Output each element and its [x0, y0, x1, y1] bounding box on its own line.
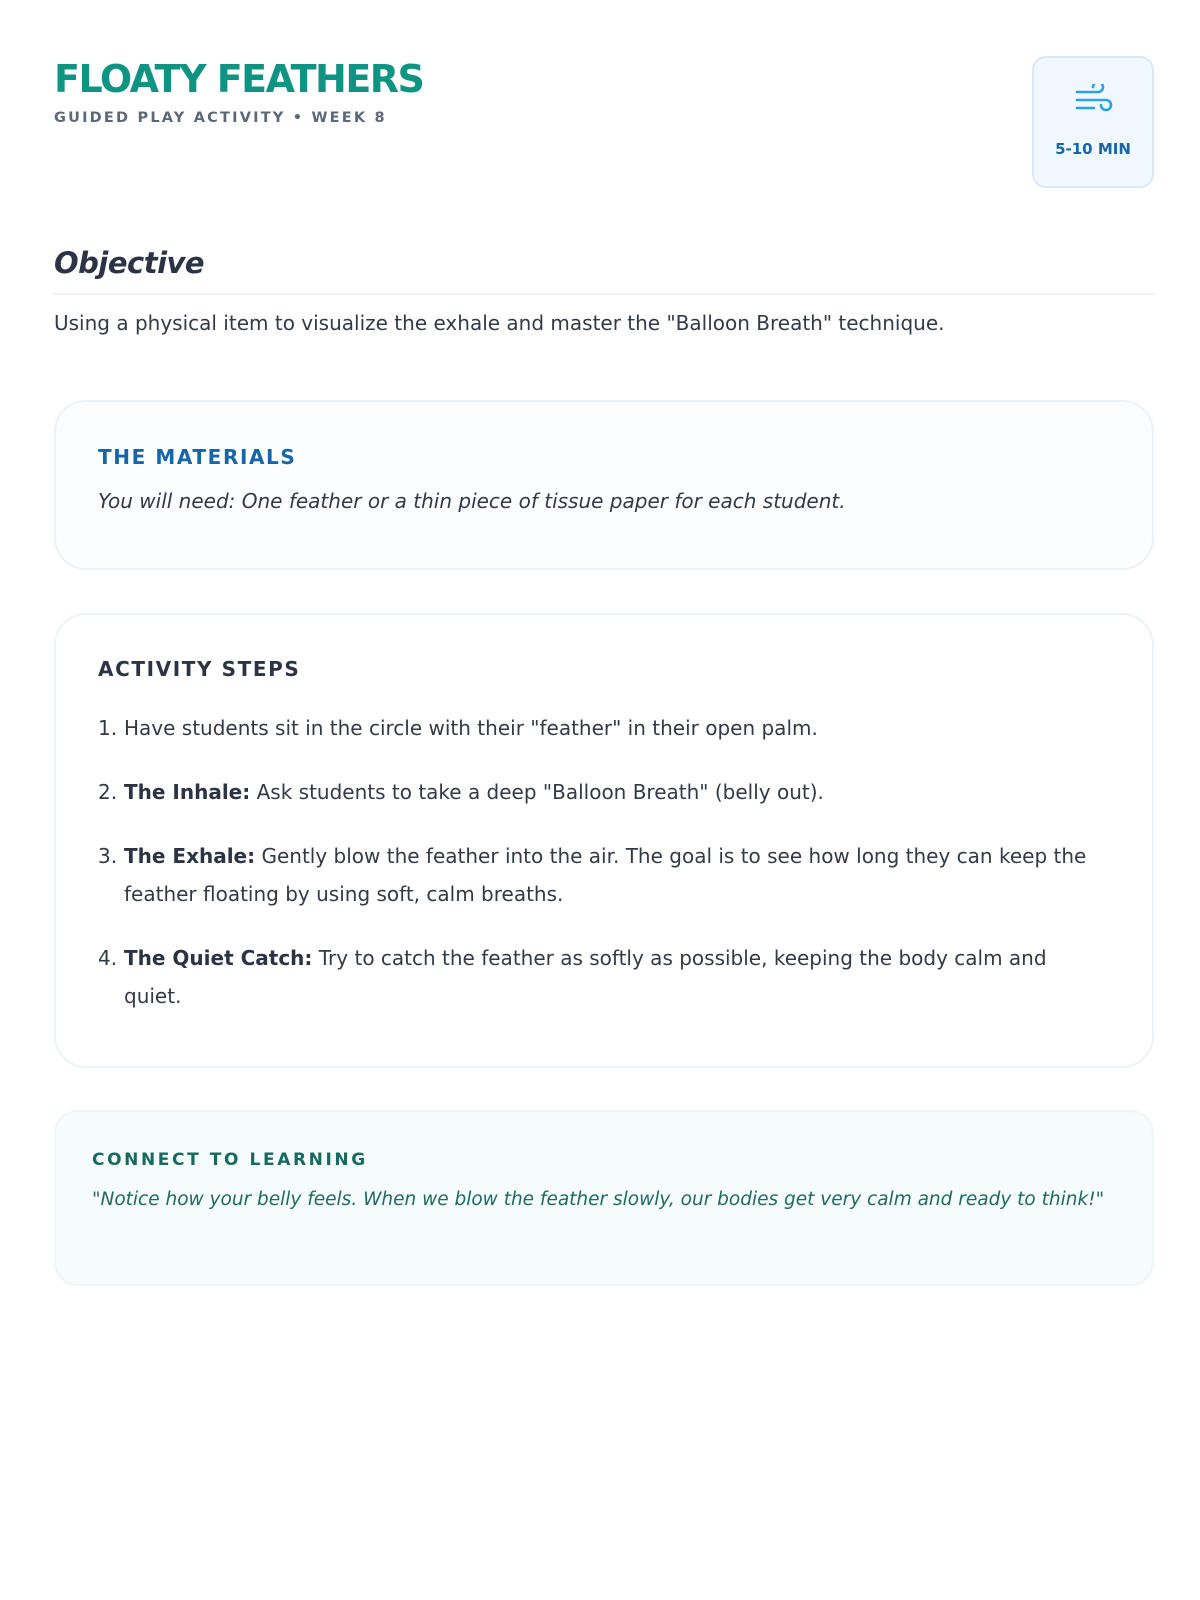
objective-text: Using a physical item to visualize the exhale and master the "Balloon Breath" technique.	[54, 311, 945, 335]
steps-list	[98, 709, 1110, 1015]
page-title: FLOATY FEATHERS	[54, 57, 424, 101]
step-number: 1.	[98, 716, 118, 740]
step-text: Have students sit in the circle with their "feather" in their open palm.	[124, 716, 818, 740]
page-header	[54, 56, 1154, 188]
step-text: Gently blow the feather into the air. The goal is to see how long they can keep the feather floating by using soft, calm breaths.	[124, 844, 1087, 906]
learning-heading: CONNECT TO LEARNING	[92, 1150, 368, 1170]
step-lead: The Quiet Catch:	[124, 946, 313, 970]
list-item	[98, 709, 1110, 747]
materials-card	[54, 400, 1154, 570]
objective-heading: Objective	[54, 246, 205, 280]
step-number: 2.	[98, 780, 118, 804]
activity-steps-card	[54, 613, 1154, 1068]
steps-heading: ACTIVITY STEPS	[98, 657, 301, 681]
step-text: Try to catch the feather as softly as possible, keeping the body calm and quiet.	[124, 946, 1047, 1008]
connect-to-learning-card	[54, 1110, 1154, 1286]
step-lead: The Inhale:	[124, 780, 251, 804]
step-number: 4.	[98, 946, 118, 970]
learning-quote: "Notice how your belly feels. When we blow the feather slowly, our bodies get very calm and ready to think!"	[92, 1189, 1105, 1210]
materials-text: You will need: One feather or a thin piece of tissue paper for each student.	[98, 489, 846, 513]
page-subtitle: GUIDED PLAY ACTIVITY • WEEK 8	[54, 110, 387, 126]
objective-section	[54, 246, 1154, 335]
wind-icon	[1074, 84, 1114, 116]
list-item	[98, 773, 1110, 811]
divider	[54, 293, 1154, 295]
step-number: 3.	[98, 844, 118, 868]
materials-heading: THE MATERIALS	[98, 445, 297, 469]
duration-badge	[1032, 56, 1154, 188]
duration-label: 5-10 MIN	[1055, 140, 1131, 158]
step-lead: The Exhale:	[124, 844, 256, 868]
step-text: Ask students to take a deep "Balloon Breath" (belly out).	[250, 780, 824, 804]
list-item	[98, 939, 1110, 1015]
list-item	[98, 837, 1110, 913]
